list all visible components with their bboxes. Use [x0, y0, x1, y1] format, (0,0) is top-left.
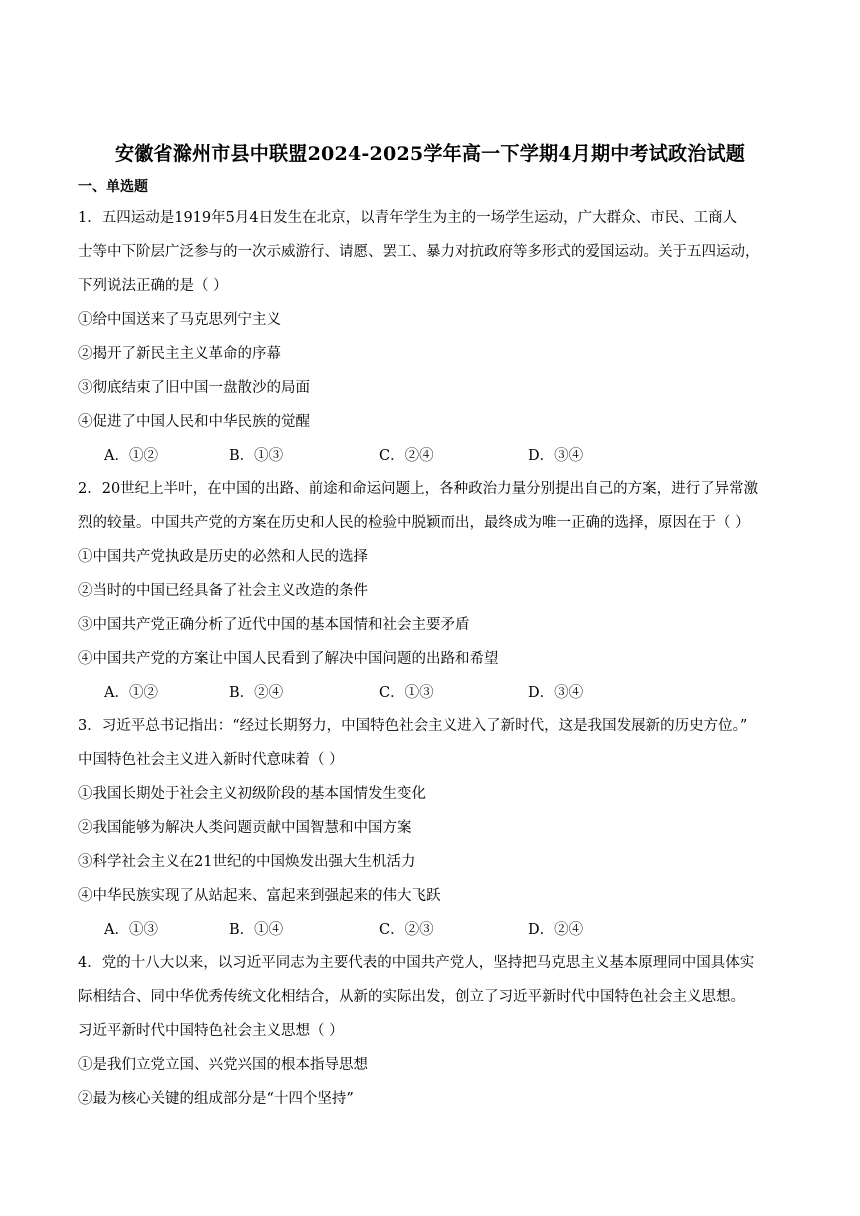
option-d[interactable]: D．③④	[528, 685, 584, 701]
option-a[interactable]: A．①②	[104, 685, 158, 701]
question-4-line-3: 习近平新时代中国特色社会主义思想（ ）	[78, 1023, 344, 1039]
question-1-item-4: ④促进了中国人民和中华民族的觉醒	[78, 414, 310, 430]
question-1-item-2: ②揭开了新民主主义革命的序幕	[78, 346, 281, 362]
question-1-line-1: 1．五四运动是1919年5月4日发生在北京，以青年学生为主的一场学生运动，广大群众、市民、工商人	[78, 210, 738, 226]
option-b[interactable]: B．①④	[229, 922, 284, 938]
question-2-item-3: ③中国共产党正确分析了近代中国的基本国情和社会主要矛盾	[78, 617, 470, 633]
question-2-line-2: 烈的较量。中国共产党的方案在历史和人民的检验中脱颖而出，最终成为唯一正确的选择，原因在于（ ）	[78, 515, 750, 531]
question-1-line-3: 下列说法正确的是（ ）	[78, 278, 228, 294]
question-4-item-2: ②最为核心关键的组成部分是“十四个坚持”	[78, 1091, 354, 1107]
question-2-item-2: ②当时的中国已经具备了社会主义改造的条件	[78, 583, 368, 599]
question-3-item-3: ③科学社会主义在21世纪的中国焕发出强大生机活力	[78, 854, 416, 870]
option-a[interactable]: A．①②	[104, 448, 158, 464]
option-c[interactable]: C．①③	[379, 685, 434, 701]
question-1-item-1: ①给中国送来了马克思列宁主义	[78, 312, 281, 328]
question-2-item-4: ④中国共产党的方案让中国人民看到了解决中国问题的出路和希望	[78, 651, 499, 667]
question-3-item-4: ④中华民族实现了从站起来、富起来到强起来的伟大飞跃	[78, 888, 441, 904]
question-2-line-1: 2．20世纪上半叶，在中国的出路、前途和命运问题上，各种政治力量分别提出自己的方案，进行了异常激	[78, 481, 759, 497]
option-b[interactable]: B．②④	[229, 685, 284, 701]
option-d[interactable]: D．②④	[528, 922, 584, 938]
option-a[interactable]: A．①③	[104, 922, 158, 938]
question-3-line-1: 3．习近平总书记指出：“经过长期努力，中国特色社会主义进入了新时代，这是我国发展新的历史方位。”	[78, 718, 748, 734]
question-4-line-2: 际相结合、同中华优秀传统文化相结合，从新的实际出发，创立了习近平新时代中国特色社会主义思想。	[78, 989, 745, 1005]
option-d[interactable]: D．③④	[528, 448, 584, 464]
question-1-line-2: 士等中下阶层广泛参与的一次示威游行、请愿、罢工、暴力对抗政府等多形式的爱国运动。关于五四运动，	[78, 244, 760, 260]
question-3-line-2: 中国特色社会主义进入新时代意味着（ ）	[78, 752, 344, 768]
question-4-item-1: ①是我们立党立国、兴党兴国的根本指导思想	[78, 1057, 368, 1073]
page-title: 安徽省滁州市县中联盟2024-2025学年高一下学期4月期中考试政治试题	[114, 143, 746, 165]
question-2-item-1: ①中国共产党执政是历史的必然和人民的选择	[78, 549, 368, 565]
section-heading: 一、单选题	[78, 179, 148, 195]
option-b[interactable]: B．①③	[229, 448, 284, 464]
question-3-item-1: ①我国长期处于社会主义初级阶段的基本国情发生变化	[78, 786, 426, 802]
question-3-item-2: ②我国能够为解决人类问题贡献中国智慧和中国方案	[78, 820, 412, 836]
option-c[interactable]: C．②③	[379, 922, 434, 938]
question-4-line-1: 4．党的十八大以来，以习近平同志为主要代表的中国共产党人，坚持把马克思主义基本原理同中国具体实	[78, 955, 755, 971]
question-1-item-3: ③彻底结束了旧中国一盘散沙的局面	[78, 380, 310, 396]
option-c[interactable]: C．②④	[379, 448, 434, 464]
